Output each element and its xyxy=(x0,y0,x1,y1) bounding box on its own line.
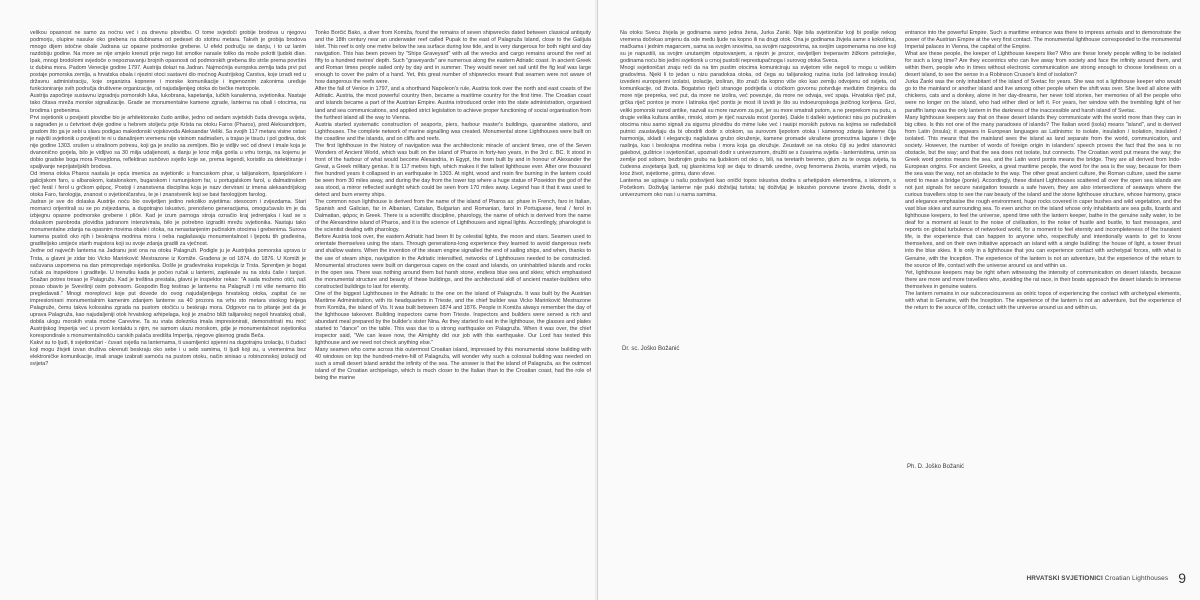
paragraph: One of the biggest Lighthouses in the Adriatic is the one on the island of Palagruža. It was built by the Austrian Maritime Administration, with its headquarters in Trieste, and the chief builder was Vicko Marinković Mestrazone from Komiža, the island of Vis. It was built between 1874 and 1876. People in Komiža always remember the day of the lighthouse takeover. Building inspectors came from Trieste. Inspectors and builders were served a rich and abundant meal prepared by the builder's sister Nina. As they started to eat in the lighthouse, the glasses and plates started to "dance" on the table. This was due to a strong earthquake on Palagruža. When it was over, the chief inspector said, "We can leave now, the Almighty did our job with this earthquake. Our Lord has tested this lighthouse and we need not check anything else." xyxy=(315,290,591,347)
paragraph: Lanterna se upisuje u našu podsvijest kao onički topos iskustva dodira s arhetipskim elementima, s iskonom, s Početkom. Doživljaj lanterne nije puki doživljaj turista; taj doživljaj je iskustvo ponovne izvore života, dodir s univerzumom oko nas i u nama samima. xyxy=(620,177,896,199)
paragraph: What are these people, the keeper of Lighthouse keepers like? Who are these lonely people willing to be isolated for such a long time? Are they eccentrics who can live away from society and face the infinity around them, and within them, people who in times without electronic communication are strong enough to choose loneliness on a desert island, to see the sense in a Robinson Crusoe's kind of isolation? xyxy=(905,51,1181,79)
paragraph: Na otoku Svecu živjela je godinama samo jedna žena, Jurka Žanki. Nije bila svjetioničar koji bi poslije nekog vremena dočekao smjenu da ode među ljude na kopno ili na drugi otok. Ona je godinama živjela same s kokošima, mačkama i jednim magarcem, sama sa svojim snovima, sa svojim razgovorima, sa svojim uspomenama na one koji su je napustili, sa svojim unutarnjim otputovanjem, a njezin je prozor, osvijetljen treperavim žižkom petrolejke, godinama noću bio jedini svjetionik u crnoj pustoši neprestupačnoga i surovog otoka Sveca. xyxy=(620,30,896,65)
page-number: 9 xyxy=(1178,570,1186,586)
paragraph: Before Austria took over, the eastern Adriatic had been lit by celestial lights, the moon and stars. Seamen used to orientate themselves using the stars. Through generations-long experience they learned to avoid dangerous reefs and shallow waters. When the invention of the steam engine signalled the end of sailing ships, and when, thanks to the use of steam ships, navigation in the Adriatic intensified, networks of Lighthouses needed to be constructed. Monumental structures were built on dangerous capes on the coast and islands, on uninhabited islands and rocks in the open sea. There was nothing around them but harsh stone, endless blue sea and skies; which emphasised the monumental structure and beauty of these buildings, and the architectural skill of ancient master-builders who constructed buildings to last for eternity. xyxy=(315,234,591,290)
text-column-english-1 xyxy=(315,30,591,565)
left-page xyxy=(0,0,598,600)
paragraph: Austrija započinje sustavnu izgradnju pomorskih luka, lukobrana, kapetanija, lučkih kanalenna, svjetionika. Nastaje tako čitava mreža morske signalizacije. Grade se monumentalne kamene zgrade, lanterna na obali i otocima, na brodima i grebenima. xyxy=(30,93,306,114)
paragraph: Tonko Borčić Bako, a diver from Komiža, found the remains of seven shipwrecks dated between classical antiquity and the 18th century near an underwater reef called Pupak to the east of Palagruža Island, close to the Galijula islet. This reef is only one metre below the sea surface during low tide, and is very dangerous for both night and day navigation. This has been proven by "Ships Graveyard" with all the wrecks and cargo remains around the reef at fifty to a hundred metres' depth. Such "graveyards" are numerous along the eastern Adriatic coast. In ancient Greek and Roman times people sailed only by day and in summer. They would never set sail until the fig leaf was large enough to cover the palm of a hand. Yet, this great number of shipwrecks meant that seamen were not aware of how dangerous the reefs were. xyxy=(315,30,591,86)
text-column-croatian-2 xyxy=(620,30,896,335)
paragraph: entrance into the powerful Empire. Such a maritime entrance was there to impress arrivals and to demonstrate the power of the Austrian Empire at the very first contact. The monumental lighthouse corresponded to the monumental Imperial palaces in Vienna, the capital of the Empire. xyxy=(905,30,1181,51)
author-signature-croatian: Dr. sc. Joško Božanić xyxy=(622,346,680,352)
paragraph: Prvi svjetionik u povijesti plovidbe bio je arhitektonsko čudo antike, jedno od sedam svjetskih čuda drevoga svijeta, a sagrađen je u četvrtoet dvije godine u hebrem stoljeću prije Krista na otoku Faros (Pharos), pred Aleksandrijom, gradom što ga je sebi u slavu podigao makedonski vojskovođa Aleksandar Veliki. Sa svojih 117 metara visine ostao je najviši svjetionik u povijesti te ni u današnjem vremenu nije visinom nadmašen, a trajao je tisuću i pol godina, dok nije godine 1303. srušen u strašnom potresu, koji ga je srušio sa zemljom. Bio je vidljiv već od dnevi i imale koja je dvanonično gorjela, bilo je vidljivo sa 30 milja udaljenosti, a danju je kroz milja gorila u vrhu tornja, na kojemu je dobio gradske boga mora Posejdona, reflektirao sunčevo svjetlo koje se, prema legendi, koristilo za detektiranje i spaljivanje neprijateljskih brodova. xyxy=(30,114,306,170)
paragraph: Jadran je sve do dolaska Austrije noću bio osvijetljen jedino nekoliko svjetiima: stesocom i zvijezdama. Stari mornarci orijentirali su se po zvijezdama, a dugotrajno iskustvo, prenošeno generacijama, omogućavalo im je da izbjegnu opasne podmorske grebene i pliće. Kad je izum parnoga stroja označio kraj jedrenjaka i kad se s dolaskom parobroda plovidba jadranom intenzivirala, bilo je potrebno izgraditi mrežu svjetionika. Nastaju tako monumentalne zdanja na opasnim rtovima obale i otoka, na nenastanjenim pučinskim otocima i grebenima. Surova kamena pustoš oko njih i beskrajna modrina mora i neba naglašavaju monumentalnost i ljepotu tih građevina, graditeljsko umijeće starih majstora koji su svoje zdanja gradili za vječnost. xyxy=(30,199,306,248)
paragraph: Mnogi svjetioničari znaju reći da na tim pustim otocima komuniciraju sa svijetom više negoli to mogu u velikim gradovima. Njeki li to jedan u nizu paradoksa otoka, od čega su talijanskog razina iszla (od latinskog insula) izvedeni europsjenni izolatsi, izolacije, izoliran, što znači da kopno više oko kao zemlju odvojenu od svijeta, od komunikacije, od života. Bogatstvo riječi stranoge podrijetla u otočkom govornu potvrđuje međutim činjenicu da more nije prepreka, već put, da more ne izolira, već povezuje, da more ne odvaja, već spaja. Hrvatska riječ put, grčka riječ pontos je more i latinska riječ pontis je most ili izvidi je što su indoeuropskoga jezičnog korijena. Grci, veliki pomorski narod antike, nazvali su more razvom za put, jer su more smatrali putom, a ne preprekom na putu, a drugie velika kultura antike, rimski, stom je riječ nazvala most (ponte). Dakle ti dalleki svjetionici nisu po pučinskim otocima nisu samo signali za sigurnu plovidbu do mime luke već i nasipi morskih putova na kojima se rađedaboli putnici zaustavljaju da bi obodrili dodir s otokom, sa surovom ljepotom otoka i kamenog zdanja lanterne čija harmonija, skladi i eleganciju naglašava grubo okruženje, kamene gromade ukrašene gromozima lagane i divlje raslinja, kao i beskrajna modrina neba i mora koja ga okružuje. Zeustavit se na otoku čiji su jedini stanovnici galebovi, guštrice i svjetioničari, upoznati dodir s univerzumom, družiti se s čuvarima svjetla - lanternistima, umin sa zemlje pod sobom, bezbrojim grubu na ljudskom od oko o, bili, na teretarih beremo, glum zu te ovoga svijeta, ta čudesna zsvjetanja ljudi, raj glasnicima koji se daju to dinamik uredne, ovog fenomena života, vramim vrijedi, na kroz život, svjetiome, grimu, dano vlove. xyxy=(620,65,896,177)
paragraph: The first lighthouse in the history of navigation was the architectonic miracle of ancient times, one of the Seven Wonders of Ancient World, which was built on the island of Pharos in forty-two years, in the 3rd c. BC. It stood in front of the harbour of what would become Alexandria, in Egypt, the town built by and in honour of Alexander the Great, a Greek military genius. It is 117 metres high, which makes it the tallest lighthouse ever. After one thousand five hundred years it collapsed in an earthquake in 1303. At night, wood and resin fire burning in the lantern could be seen from 30 miles away, and during the day from the tower top where a huge statue of Poseidon the god of the sea stood, a mirror reflected sunlight which could be seen from 170 miles away. Legend has it that it was used to detect and burn enemy ships. xyxy=(315,142,591,199)
text-column-english-2 xyxy=(905,30,1181,565)
paragraph: Yet, lighthouse keepers may be right when witnessing the intensity of communication on desert islands, because there are more and more travellers who, avoiding the rat race, in their boats approach the desert islands to immerse themselves in genuine waters. xyxy=(905,269,1181,290)
page-footer xyxy=(1026,567,1186,589)
paragraph: Austria started systematic construction of seaports, piers, harbour master's buildings, quarantine stations, and Lighthouses. The complete network of marine signalling was created. Monumental stone Lighthouses were built on the coastline and the islands, and on cliffs and reefs. xyxy=(315,121,591,142)
footer-subtitle: Croatian Lighthouses xyxy=(1104,574,1169,582)
paragraph: Jurka Žanki was the only inhabitant of the island of Svetac for years. She was not a lighthouse keeper who would go to the mainland or another island and live among other people when the shift was over. She lived all alone with chickens, cats and a donkey, alone in her day-dreams, her never told stories, her memories of all the people who were no longer on the island, who had either died or left it. For years, her window with the trembling light of her paraffin lamp was the only lantern in the darkness of the inaccessible and harsh island of Svetac. xyxy=(905,79,1181,114)
paragraph: The common noun lighthouse is derived from the name of the island of Pharos as: phare in French, faro in Italian, Spanish and Galician, far in Albanian, Catalan, Bulgarian and Romanian, farol in Portuguese, feral / ferol in Dalmatian, φάρος in Greek. There is a scientific discipline, pharology, the name of which is derived from the name of the Alexandrine island of Pharos, and it is the science of Lighthouses and signal lights. Accordingly, pharologist is the scientist dealing with pharology. xyxy=(315,199,591,234)
paragraph: Jedne od najvećih lanterna na Jadranu jest ona na otoku Palagruži. Podigle ju je Austrijska pomorska uprava iz Trsta, a glavni je zidar bio Vicko Marinković Mestrazone iz Komiže. Građena je od 1874. do 1876. U Komiži je sačuvana uspomena na dan primopredaje svjetionika. Došle je građevinska inspekcija iz Trsta. Sprentjen je bogat ručak za inspektore i graditelje. U trenutku kada je počeo ručak u lanterni, zaplesale su na stolu čaše i tanjuri. Snažan potres tresao je Palagružu. Kad je treština prestala, glavni je inspektor rekao: "A sada možemo otići, naš posao obavio je Svevišnji osim potresom. Gospodin Bog testirao je lanternu na Palagruži i mi više nemamo što pregledavati." Mnogi moreplovci koje put dovede do ovog najudaljenijega hrvatskog otoka, zapitat će se impresionirani monumentalnim kamenim zdanjem lanterne sa 40 prozora na vrhu sto metara visokog brijega Palagruže, čemu takva kolosalna zgrada na pustom otočiću u beskraju mora. Odgovor na to pitanje jest da je uprava Palagruža, kao najudaljeniji otok hrvatskog arhipelaga, koji je značno bliži talijanskoj negoli hrvatskoj obali, dobila ulogu morskih vrata moćne Carevine. Ta su vrata doleznka imala impresionirati, demonstrirati mu moć Austrijskog Imperija već u prvom kontaktu s njim, ne samom ulazu morskom, gdje je monumentalnost svjetionika korespondirale s monumentalnošću carskih palača središta Imperija, njegove glavnog grada Beča. xyxy=(30,248,306,340)
paragraph: After the fall of Venice in 1797, and a shorthand Napoleon's rule, Austria took over the north and east coasts of the Adriatic. Austria, the most powerful country then, became a maritime country for the first time. The Croatian coast and islands became a part of the Austrian Empire. Austria introduced order into the state administration, organised land and sea communications, and applied strict legislation to achieve proper functioning of social organisation from the furthest island all the way to Vienna. xyxy=(315,86,591,121)
paragraph: Kakvi su to ljudi, ti svjetioničari - čuvari svjetla na lanternama, ti usamljenici spjenni na dugotrajnu izolaciju, ti čudaci koji mogu živjeti izvan društva okrenuti beskraju oko sebe i u sebi samima, ti ljudi koji su, u vremenima bez elektroničke komunikacije, imali snage izabrati samoću na pustom otoku, način sinisao u robinzonskoj izolaciji od svijeta? xyxy=(30,340,306,368)
text-column-croatian-1 xyxy=(30,30,306,565)
footer-running-title xyxy=(1026,575,1168,582)
footer-brand: HRVATSKI SVJETIONICI xyxy=(1026,574,1103,582)
paragraph: velikou opasnost ne samo za noćnu već i za dnevnu plovidbu. O tome svjedoči grobije brodova u njegovu podmorju, olupine nasuke oko grebena na dubinama od pedeset do stotinu metara. Takvih je grobija brodova mnogo dijem istočne obale Jadrana uz opasne podmorske grebene. U efekt području se danju, i to uz lanim razdobiju godine. Na more se nije smjelo krenuti prije nego list smotke narasle toliko da može pokriti ljudski dlan. Ipak, mnogi brodolomi svjedoče o nepoznavanju brojnih opasnosti od podmorskih grebena što strše prema površini iz dubina mora. Padom Venecije godine 1797. Austrija dolazi na Jadran. Najmoćnija europska zemlja tada prvi put postaje pomorska zemlja, a hrvatska obala i njezini otoci sastavni dio moćnog Austrijskog Carstva, koje izradi red u državnu administraciju, koje organizira kopnene i morske komunikacije i ingenoznim zakonima uređuje funkcioniranje svih područja društvene organizacije, od najudaljenijeg otoka do bečke metropole. xyxy=(30,30,306,93)
paragraph: The lantern remains in our subconsciousness as oniric topos of experiencing the contact with archetypal elements, with what is Genuine, with the Inception. The experience of the lantern is not an adventure, but the experience of the return to the source of life, contact with the universe around us and within us. xyxy=(905,290,1181,311)
paragraph: Od imena otoka Pharos nastala je opća imenica za svjetionik: u francuskom phar, u talijanskom, španjolskom i galicijskom faro, u albanskom, katalonskom, bugarskom i rumunjskom far, u portugalskom farol, u dalmatinskom riječ ferál / ferol u grčkom φάρος. Postoji i znanstvena disciplina koja je nazv dervirani iz imena aleksandrijskog otoka Faro, farologija, znanost o svjetioničarstvu, te je i znanstvenik koji se bavi farologijom farolog. xyxy=(30,170,306,199)
author-signature-english: Ph. D. Joško Božanić xyxy=(907,464,965,470)
paragraph: Many seamen who come across this outermost Croatian island, impressed by this monumental stone building with 40 windows on top the hundred-metre-hill of Palagruža, will wonder why such a colossal building was needed on such a small desert island amidst the infinity of the sea. The answer is that the island of Palagruža, as the outmost island of the Croatian archipelago, which is much closer to the Italian than to the Croatian coast, had the role of being the marine xyxy=(315,347,591,382)
paragraph: Many lighthouse keepers say that on these desert islands they communicate with the world more than they can in big cities. Is this not one of the many paradoxes of islands? The Italian word (isola) means "island", and is derived from Latin (insula); it appears in European languages as Latinisms: to isolate, insulation / isolation, insulated / isolated. This means that the mainland sees the island as land separate from the world, communication, and society. However, the number of words of foreign origin in islanders' speech proves the fact that the sea is no obstacle, but the way; and that the sea does not isolate, but connects. The Croatian word put means the way; the Greek word pontos means the sea, and the Latin word pontis means the bridge. They are all derived from Indo-European origins. For ancient Greeks, a great maritime people, the word for the sea is the way, because for them the sea was the way, not an obstacle to the way. The other great ancient culture, the Roman culture, used the same word to mean a bridge (ponte). Accordingly, these distant Lighthouses scattered all over the open sea islands are not just signals for secure navigation towards a safe haven, they are also intersections of seaways where the curious travellers stop to see the raw beauty of the island and the stone lighthouse structure, whose harmony, grace and elegance emphasise the rough environment, huge rocks covered in caper bushes and wild vegetation, and the vast blue skies and surrounding sea. To even anchor on the island whose only inhabitants are sea gulls, lizards and lighthouse keepers, to feel the universe, spend time with the lantern keeper, bathe in the genuine salty water, to be deaf for a moment at least to the noise of civilisation, to the noise of hustle and bustle, to fast messages, and reports on global turbulence of networked world, for a moment to feel eternity and incompleteness of the transient life, is the experience that can happen to anyone who, respectfully and intentionally wants to get to know themselves, and on their own initiative approach an island with a single building: the house of light, a tower thrust into the blue skies. It is only in a lighthouse that you can experience contact with archetypal forces, with what is Genuine, with the Inception. The experience of the lantern is not an adventure, but the experience of the return to the source of life, contact with the universe around us and within us. xyxy=(905,114,1181,269)
